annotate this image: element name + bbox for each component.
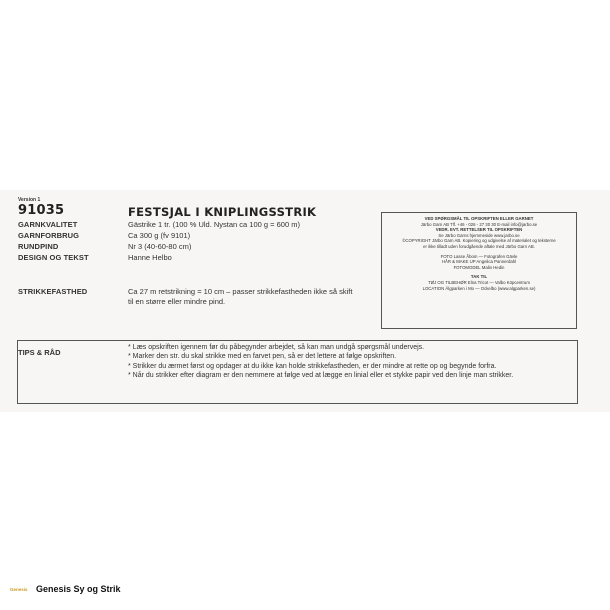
pattern-number: 91035 [18, 203, 65, 218]
shop-name: Genesis Sy og Strik [36, 584, 121, 594]
gauge-value: Ca 27 m retstrikning = 10 cm – passer strikkefastheden ikke så skift til en større eller mindre pind. [128, 287, 353, 306]
contact-box [381, 212, 577, 329]
tip-item: * Når du strikker efter diagram er den nemmere at følge ved at lægge en linial eller et stykke papir ved den linje man strikker. [128, 371, 572, 380]
spec-value-consumption: Ca 300 g (fv 9101) [128, 231, 191, 240]
spec-value-yarn: Gästrike 1 tr. (100 % Uld. Nystan ca 100 g = 600 m) [128, 220, 300, 229]
corrections-heading: VEDR. EVT. RETTELSER TIL OPSKRIFTEN [435, 227, 523, 233]
makeup-credit: HÅR & MAKE UP Angelica Pannerdahl [441, 259, 517, 265]
location-credit: LOCATION Älgparken i Mo — Ockelbo (www.algparken.se) [422, 285, 536, 291]
contact-heading: VED SPØRGSMÅL TIL OPSKRIFTEN ELLER GARNET [424, 216, 534, 221]
photo-credit: FOTO Lasse Åbom — Fotografen Gävle [440, 253, 518, 259]
tip-item: * Marker den str. du skal strikke med en farvet pen, så er det lettere at følge opskriften. [128, 352, 572, 361]
contact-line: Järbo Garn AB Tlf. +46 - 026 - 27 30 30 E-mail info@jarbo.se [420, 221, 538, 227]
tip-item: * Læs opskriften igennem før du påbegynder arbejdet, så kan man undgå spørgsmål undervejs. [128, 343, 572, 352]
tips-list [128, 343, 572, 381]
spec-value-needle: Nr 3 (40-60-80 cm) [128, 242, 192, 251]
thanks-heading: TAK TIL [470, 274, 488, 280]
shop-footer [10, 584, 121, 594]
version-label: Version 1 [18, 197, 41, 203]
clothes-credit: TØJ OG TILBEHØR Elna Tricot — Valbo Köpcentrum [428, 279, 530, 285]
spec-label-consumption: GARNFORBRUG [18, 231, 80, 240]
spec-label-needle: RUNDPIND [18, 242, 59, 251]
shop-logo: Genesis [10, 587, 28, 593]
model-credit: FOTOMODEL Malin Hedin [453, 264, 505, 270]
pattern-title: FESTSJAL I KNIPLINGSSTRIK [128, 205, 317, 219]
gauge-label: STRIKKEFASTHED [18, 287, 88, 296]
tips-label: TIPS & RÅD [18, 348, 61, 357]
copyright-line-1: ©COPYRIGHT Järbo Garn AB. Kopiering og udgivelse af materialet og teksterne [402, 238, 556, 244]
copyright-line-2: er ikke tilladt uden forudgående aftale med Järbo Garn AB. [423, 243, 535, 249]
spec-value-design: Hanne Helbo [128, 253, 172, 262]
spec-label-design: DESIGN OG TEKST [18, 253, 89, 262]
tip-item: * Strikker du ærmet først og opdager at du ikke kan holde strikkefastheden, er der mindre at rette op og begynde forfra. [128, 362, 572, 371]
corrections-line: Se Järbo Garns hjemmeside www.jarbo.se [438, 232, 520, 238]
spec-label-yarn: GARNKVALITET [18, 220, 78, 229]
